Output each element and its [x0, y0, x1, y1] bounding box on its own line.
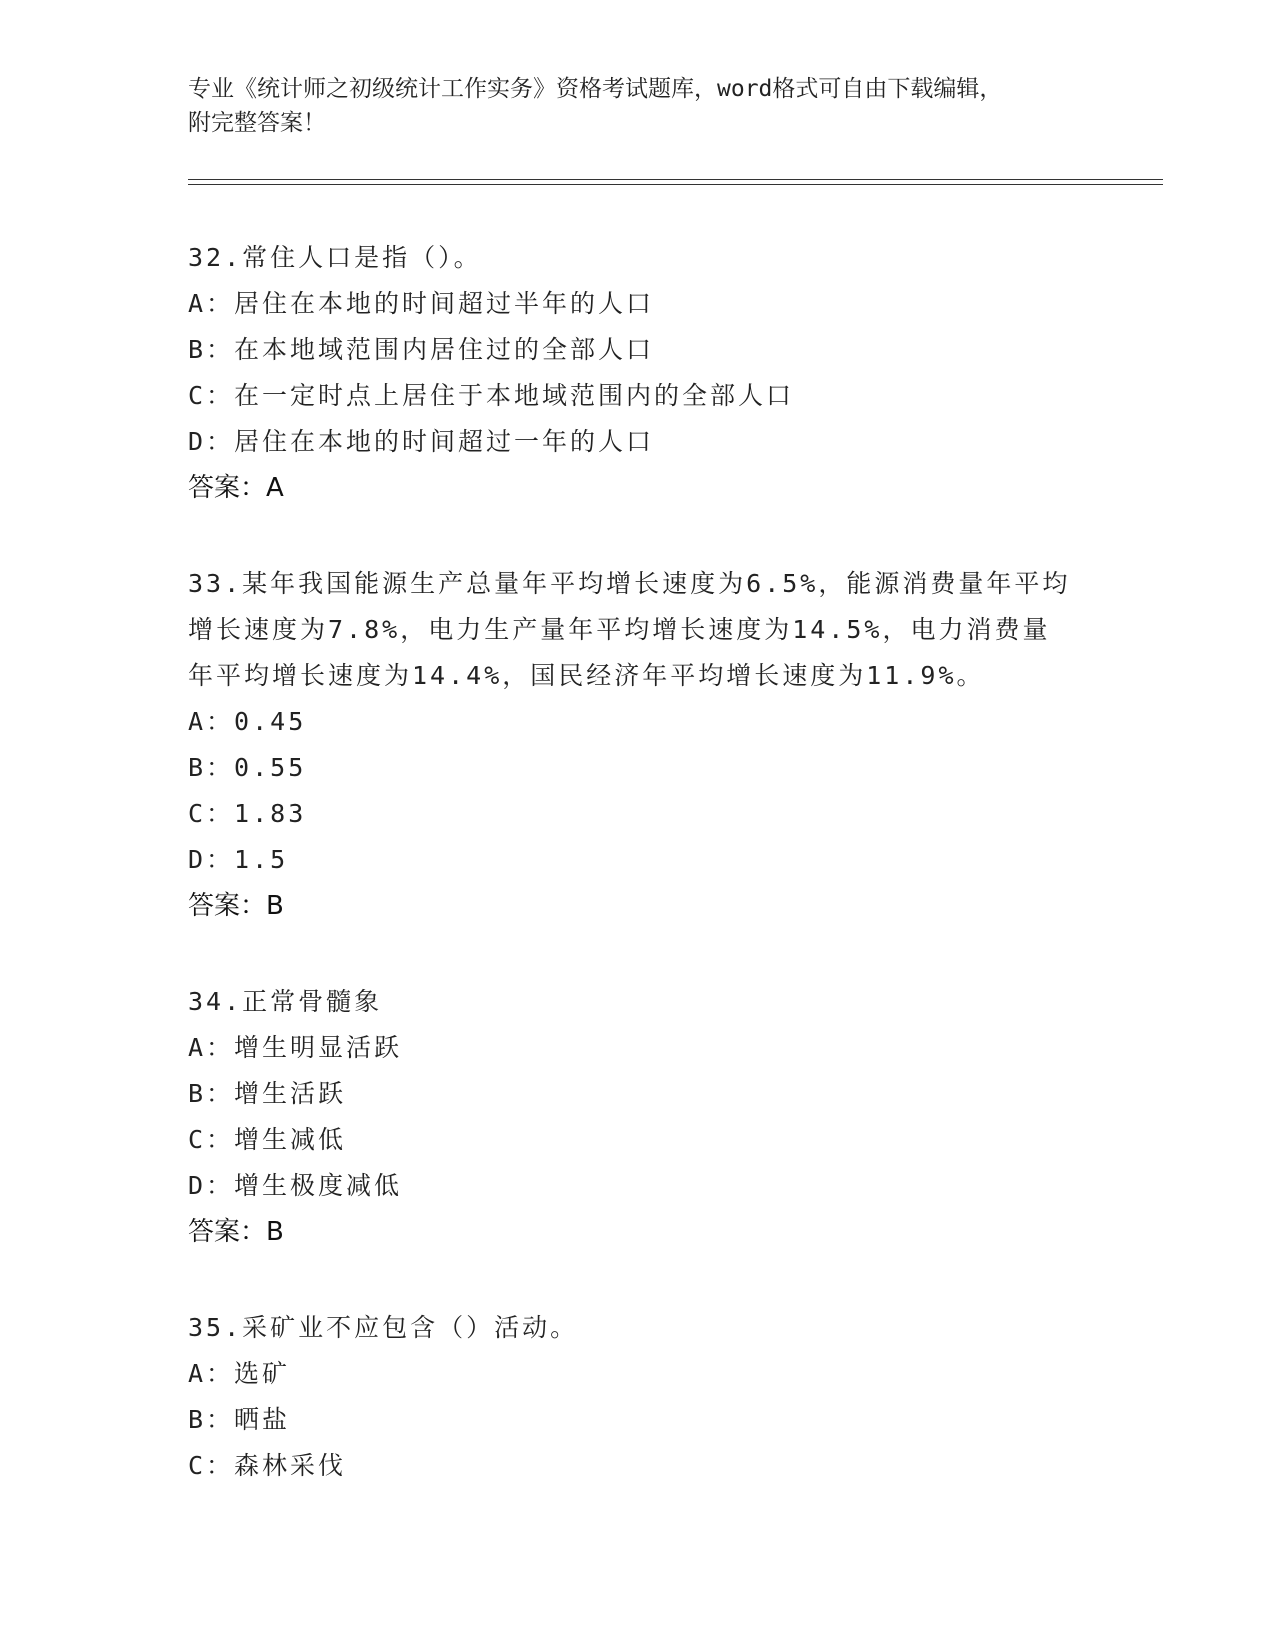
option-a: A：增生明显活跃	[188, 1033, 403, 1062]
question-stem: 35.采矿业不应包含（）活动。	[188, 1313, 579, 1342]
option-c: C：1.83	[188, 799, 307, 828]
question-list	[188, 235, 1088, 1539]
question-33	[188, 561, 1088, 929]
option-b: B：增生活跃	[188, 1079, 347, 1108]
option-c: C：增生减低	[188, 1125, 347, 1154]
question-stem: 32.常住人口是指（）。	[188, 243, 482, 272]
question-34	[188, 979, 1088, 1255]
option-a: A：居住在本地的时间超过半年的人口	[188, 289, 655, 318]
question-stem-line-1: 33.某年我国能源生产总量年平均增长速度为6.5%，能源消费量年平均	[188, 569, 1071, 598]
answer-label: 答案：A	[188, 473, 284, 503]
option-b: B：晒盐	[188, 1405, 291, 1434]
option-c: C：森林采伐	[188, 1451, 347, 1480]
question-32	[188, 235, 1088, 511]
question-stem: 34.正常骨髓象	[188, 987, 383, 1016]
question-35	[188, 1305, 1088, 1489]
option-b: B：0.55	[188, 753, 307, 782]
option-d: D：增生极度减低	[188, 1171, 403, 1200]
question-stem-line-2: 增长速度为7.8%，电力生产量年平均增长速度为14.5%，电力消费量	[188, 615, 1051, 644]
option-a: A：选矿	[188, 1359, 291, 1388]
option-c: C：在一定时点上居住于本地域范围内的全部人口	[188, 381, 795, 410]
document-header	[188, 72, 1088, 140]
header-divider-top	[188, 179, 1163, 180]
answer-label: 答案：B	[188, 1217, 284, 1247]
answer-label: 答案：B	[188, 891, 284, 921]
option-d: D：1.5	[188, 845, 289, 874]
header-divider-bottom	[188, 184, 1163, 185]
option-b: B：在本地域范围内居住过的全部人口	[188, 335, 655, 364]
question-stem-line-3: 年平均增长速度为14.4%，国民经济年平均增长速度为11.9%。	[188, 661, 985, 690]
header-line-1: 专业《统计师之初级统计工作实务》资格考试题库，word格式可自由下载编辑，	[188, 76, 1003, 102]
header-line-2: 附完整答案！	[188, 110, 326, 136]
option-d: D：居住在本地的时间超过一年的人口	[188, 427, 655, 456]
option-a: A：0.45	[188, 707, 307, 736]
